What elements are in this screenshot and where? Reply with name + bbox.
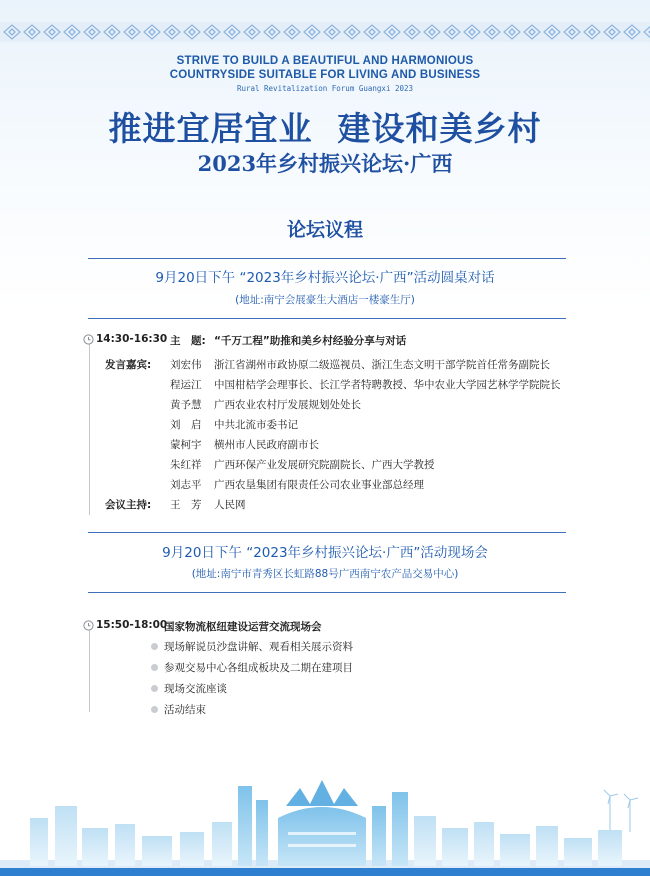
host-org: 人民网 (214, 499, 246, 511)
list-item-text: 现场解说员沙盘讲解、观看相关展示资料 (164, 641, 353, 653)
theme-text: “千万工程”助推和美乡村经验分享与对话 (214, 335, 407, 347)
speakers-label: 发言嘉宾: (105, 359, 152, 371)
sub-title: 2023年乡村振兴论坛·广西 (197, 151, 453, 176)
city-skyline-illustration (0, 766, 650, 876)
divider (88, 318, 566, 319)
speaker-title: 广西农业农村厅发展规划处处长 (214, 399, 361, 411)
list-item-text: 活动结束 (164, 704, 206, 716)
host-name: 王 芳 (170, 499, 202, 511)
speaker-name: 刘 启 (170, 419, 202, 431)
session2-time: 15:50-18:00 (96, 619, 168, 631)
session1-address: (地址:南宁会展豪生大酒店一楼豪生厅) (235, 294, 415, 306)
session1-time: 14:30-16:30 (96, 333, 168, 345)
speaker-title: 浙江省湖州市政协原二级巡视员、浙江生态文明干部学院首任常务副院长 (214, 359, 550, 371)
theme-label: 主 题: (170, 335, 206, 347)
divider (88, 258, 566, 259)
speaker-name: 刘志平 (170, 479, 202, 491)
speaker-title: 中国柑桔学会理事长、长江学者特聘教授、华中农业大学园艺林学学院院长 (214, 379, 561, 391)
speaker-row (0, 357, 650, 373)
divider (88, 532, 566, 533)
speaker-row (0, 397, 650, 413)
pattern-band (0, 22, 650, 42)
speaker-name: 黄予慧 (170, 399, 202, 411)
list-item (0, 681, 650, 697)
list-item (0, 660, 650, 676)
speaker-row (0, 417, 650, 433)
session1-heading: 9月20日下午 “2023年乡村振兴论坛·广西”活动圆桌对话 (155, 270, 495, 286)
bullet-dot-icon (151, 664, 158, 671)
list-item-text: 现场交流座谈 (164, 683, 227, 695)
speaker-row (0, 477, 650, 493)
speaker-name: 蒙柯宇 (170, 439, 202, 451)
list-item (0, 639, 650, 655)
host-row (0, 497, 650, 513)
speaker-name: 刘宏伟 (170, 359, 202, 371)
english-title-line2: COUNTRYSIDE SUITABLE FOR LIVING AND BUSINESS (169, 69, 481, 81)
speaker-title: 横州市人民政府副市长 (214, 439, 319, 451)
speaker-row (0, 437, 650, 453)
speaker-title: 广西农垦集团有限责任公司农业事业部总经理 (214, 479, 424, 491)
session2-time-row (0, 619, 650, 635)
session2-heading: 9月20日下午 “2023年乡村振兴论坛·广西”活动现场会 (162, 545, 488, 561)
speaker-name: 程运江 (170, 379, 202, 391)
main-title: 推进宜居宜业 建设和美乡村 (108, 109, 542, 148)
session2-title: 国家物流枢纽建设运营交流现场会 (164, 621, 322, 633)
bullet-dot-icon (151, 685, 158, 692)
bullet-dot-icon (151, 706, 158, 713)
speaker-row (0, 457, 650, 473)
speaker-name: 朱红祥 (170, 459, 202, 471)
host-label: 会议主持: (105, 499, 152, 511)
bullet-dot-icon (151, 643, 158, 650)
agenda-title: 论坛议程 (286, 219, 363, 241)
list-item (0, 702, 650, 718)
list-item-text: 参观交易中心各组成板块及二期在建项目 (164, 662, 353, 674)
speaker-row (0, 377, 650, 393)
speaker-title: 广西环保产业发展研究院副院长、广西大学教授 (214, 459, 435, 471)
divider (88, 592, 566, 593)
speaker-title: 中共北流市委书记 (214, 419, 298, 431)
english-title-line1: STRIVE TO BUILD A BEAUTIFUL AND HARMONIOUS (176, 55, 474, 67)
session2-address: (地址:南宁市青秀区长虹路88号广西南宁农产品交易中心) (191, 568, 459, 580)
session1-time-row (0, 333, 650, 349)
english-subtitle: Rural Revitalization Forum Guangxi 2023 (236, 84, 414, 93)
